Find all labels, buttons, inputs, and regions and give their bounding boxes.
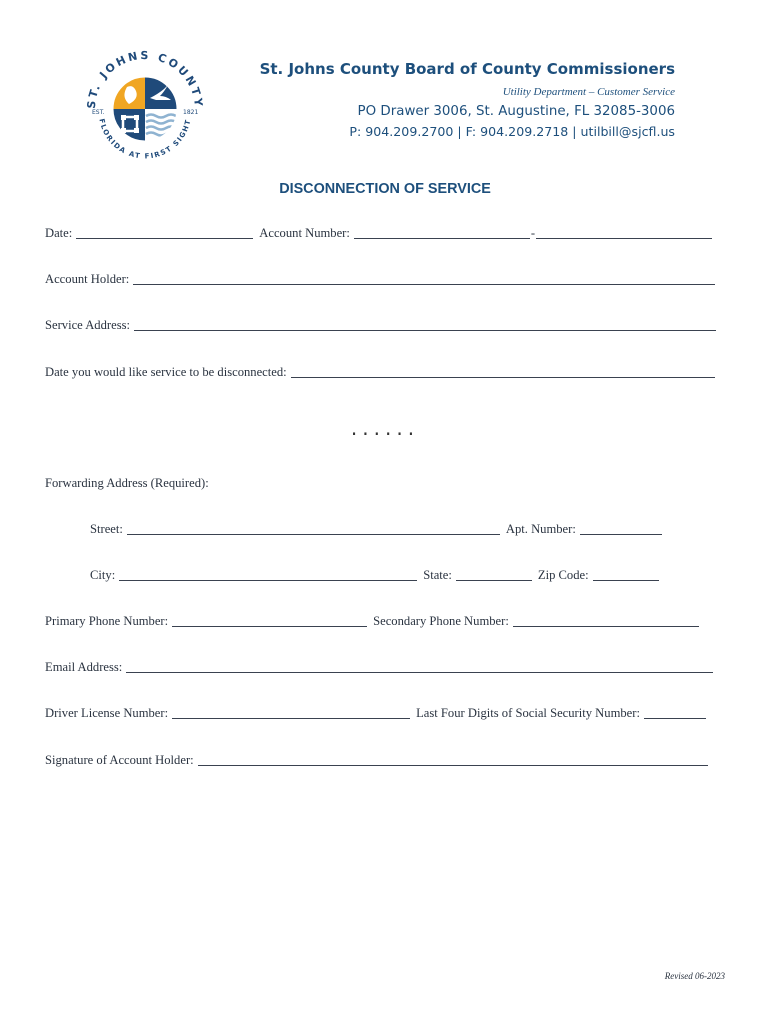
driver-license-label: Driver License Number: [45,706,169,720]
forwarding-row [45,476,213,491]
account-holder-row [45,272,715,287]
seal-bottom-text: FLORIDA AT FIRST SIGHT [97,117,193,161]
disconnect-date-field[interactable] [291,366,715,378]
city-label: City: [90,568,116,582]
service-address-row [45,318,716,333]
ssn-label: Last Four Digits of Social Security Number: [416,706,640,720]
department-name: Utility Department – Customer Service [502,86,675,98]
account-number-field-part1[interactable] [354,227,530,239]
seal-year: 1821 [183,109,199,116]
account-number-field-part2[interactable] [536,227,712,239]
date-field[interactable] [76,227,253,239]
seal-top-text: ST. JOHNS COUNTY [84,48,206,110]
street-label: Street: [90,522,123,536]
account-holder-label: Account Holder: [45,272,130,286]
signature-field[interactable] [198,754,708,766]
street-field[interactable] [127,523,500,535]
secondary-phone-field[interactable] [513,615,699,627]
driver-license-field[interactable] [172,707,410,719]
service-address-label: Service Address: [45,318,130,332]
account-holder-field[interactable] [133,273,715,285]
seal-est: EST. [92,109,105,116]
apt-number-label: Apt. Number: [505,522,576,536]
date-account-row [45,226,726,241]
date-label: Date: [45,226,73,240]
signature-row [45,753,708,768]
phone-row [45,614,699,629]
disconnect-date-label: Date you would like service to be disconnected: [45,365,287,379]
account-separator: - [530,226,536,240]
forwarding-address-label: Forwarding Address (Required): [45,476,209,490]
form-title: DISCONNECTION OF SERVICE [279,181,491,197]
organization-name: St. Johns County Board of County Commissioners [259,60,675,78]
signature-label: Signature of Account Holder: [45,753,194,767]
primary-phone-field[interactable] [172,615,367,627]
account-number-label: Account Number: [259,226,350,240]
zip-code-field[interactable] [593,569,659,581]
license-row [45,706,706,721]
city-row [90,568,659,583]
state-field[interactable] [456,569,532,581]
city-field[interactable] [119,569,417,581]
primary-phone-label: Primary Phone Number: [45,614,169,628]
section-divider: ...... [350,416,420,440]
street-row [90,522,662,537]
secondary-phone-label: Secondary Phone Number: [373,614,509,628]
zip-code-label: Zip Code: [537,568,589,582]
email-field[interactable] [126,661,713,673]
email-row [45,660,713,675]
apt-number-field[interactable] [580,523,662,535]
email-label: Email Address: [45,660,123,674]
service-address-field[interactable] [134,319,716,331]
revision-date: Revised 06-2023 [664,971,725,981]
contact-info: P: 904.209.2700 | F: 904.209.2718 | utilbill@sjcfl.us [349,124,675,139]
county-seal-logo [78,42,212,176]
disconnect-date-row [45,365,715,380]
ssn-field[interactable] [644,707,706,719]
state-label: State: [423,568,452,582]
mailing-address: PO Drawer 3006, St. Augustine, FL 32085-3006 [357,104,675,119]
